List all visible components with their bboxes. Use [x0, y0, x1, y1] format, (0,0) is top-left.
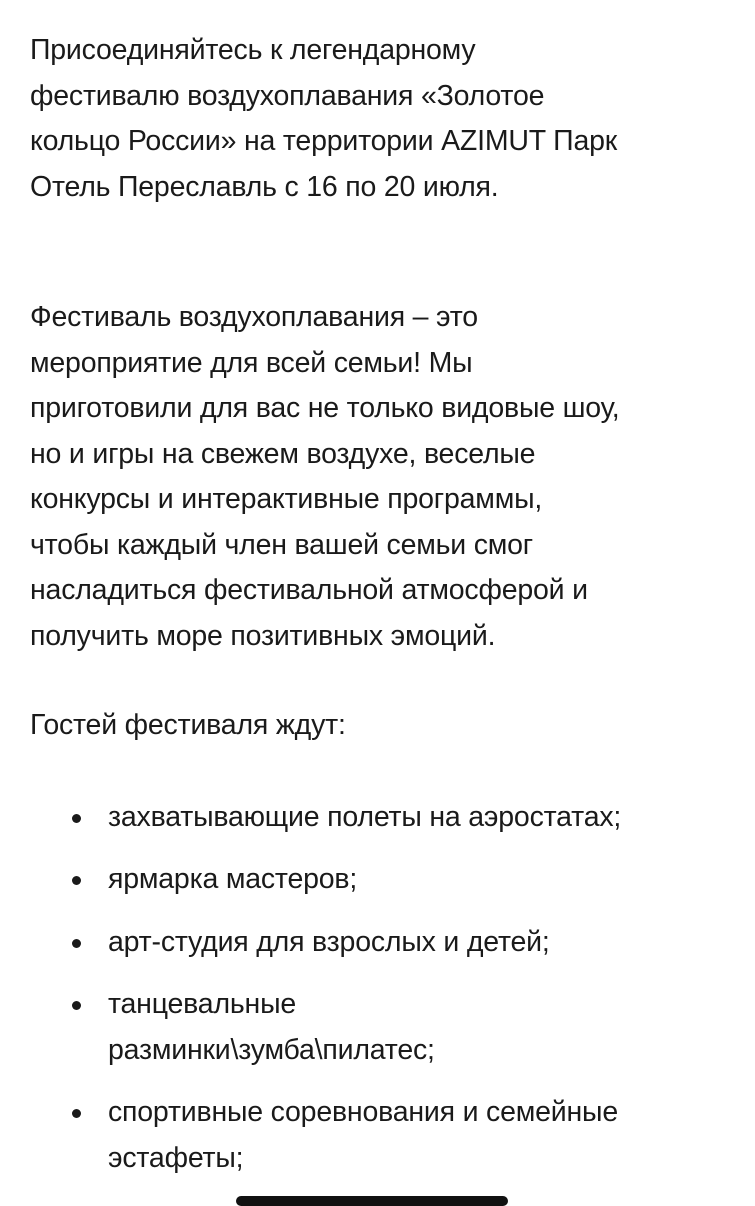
text-line: фестивалю воздухоплавания «Золотое [30, 79, 545, 112]
guests-heading [30, 703, 730, 749]
list-item [30, 857, 730, 903]
features-list [30, 795, 730, 1182]
list-item-text: разминки\зумба\пилатес; [108, 1033, 435, 1066]
bullet-dot-icon [72, 1109, 81, 1118]
description-paragraph [30, 295, 730, 659]
list-item-text: арт-студия для взрослых и детей; [108, 925, 550, 958]
bullet-dot-icon [72, 876, 81, 885]
article-body [30, 28, 730, 1198]
text-line: мероприятие для всей семьи! Мы [30, 346, 473, 379]
bullet-dot-icon [72, 939, 81, 948]
list-item-text: эстафеты; [108, 1141, 244, 1174]
text-line: кольцо России» на территории AZIMUT Парк [30, 125, 618, 157]
list-item [30, 982, 730, 1073]
text-line: Гостей фестиваля ждут: [30, 709, 346, 741]
list-item [30, 920, 730, 966]
text-line: Фестиваль воздухоплавания – это [30, 301, 478, 333]
intro-paragraph [30, 28, 730, 210]
list-item-text: танцевальные [108, 988, 296, 1020]
text-line: но и игры на свежем воздухе, веселые [30, 437, 536, 470]
bullet-dot-icon [72, 1001, 81, 1010]
text-line: конкурсы и интерактивные программы, [30, 483, 543, 515]
text-line: Отель Переславль с 16 по 20 июля. [30, 170, 499, 203]
text-line: приготовили для вас не только видовые шоу, [30, 392, 620, 424]
bullet-dot-icon [72, 814, 81, 823]
home-indicator[interactable] [236, 1196, 508, 1206]
list-item-text: спортивные соревнования и семейные [108, 1096, 618, 1128]
list-item-text: ярмарка мастеров; [108, 863, 358, 895]
list-item [30, 795, 730, 841]
list-item [30, 1090, 730, 1181]
text-line: получить море позитивных эмоций. [30, 619, 496, 652]
list-item-text: захватывающие полеты на аэростатах; [108, 800, 622, 833]
text-line: насладиться фестивальной атмосферой и [30, 574, 588, 606]
text-line: Присоединяйтесь к легендарному [30, 34, 476, 66]
text-line: чтобы каждый член вашей семьи смог [30, 528, 533, 561]
